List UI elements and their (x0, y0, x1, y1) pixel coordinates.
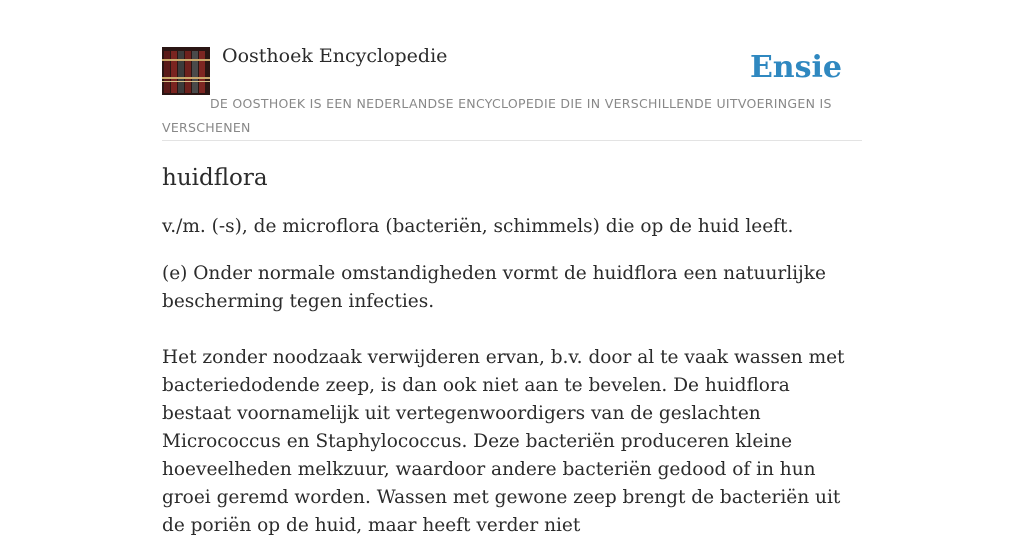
site-tagline: DE OOSTHOEK IS EEN NEDERLANDSE ENCYCLOPEDIE DIE IN VERSCHILLENDE UITVOERINGEN IS VERSCHENEN (162, 96, 832, 135)
header (162, 44, 862, 141)
article (162, 160, 862, 540)
site-name[interactable]: Oosthoek Encyclopedie (222, 45, 448, 67)
encyclopedia-books-icon (162, 47, 210, 95)
avatar[interactable] (162, 47, 210, 95)
article-body: Het zonder noodzaak verwijderen ervan, b.v. door al te vaak wassen met bacteriedodende zeep, is dan ook niet aan te bevelen. De huidflora bestaat voornamelijk uit vertegenwoordigers van de geslachten Micrococcus en Staphylococcus. Deze bacteriën produceren kleine hoeveelheden melkzuur, waardoor andere bacteriën gedood of in hun groei geremd worden. Wassen met gewone zeep brengt de bacteriën uit de poriën op de huid, maar heeft verder niet (162, 347, 845, 536)
article-definition: v./m. (-s), de microflora (bacteriën, schimmels) die op de huid leeft. (162, 216, 794, 237)
brand-logo[interactable]: Ensie (749, 50, 842, 85)
article-title: huidflora (162, 165, 268, 191)
article-note: (e) Onder normale omstandigheden vormt de huidflora een natuurlijke bescherming tegen infecties. (162, 263, 826, 312)
